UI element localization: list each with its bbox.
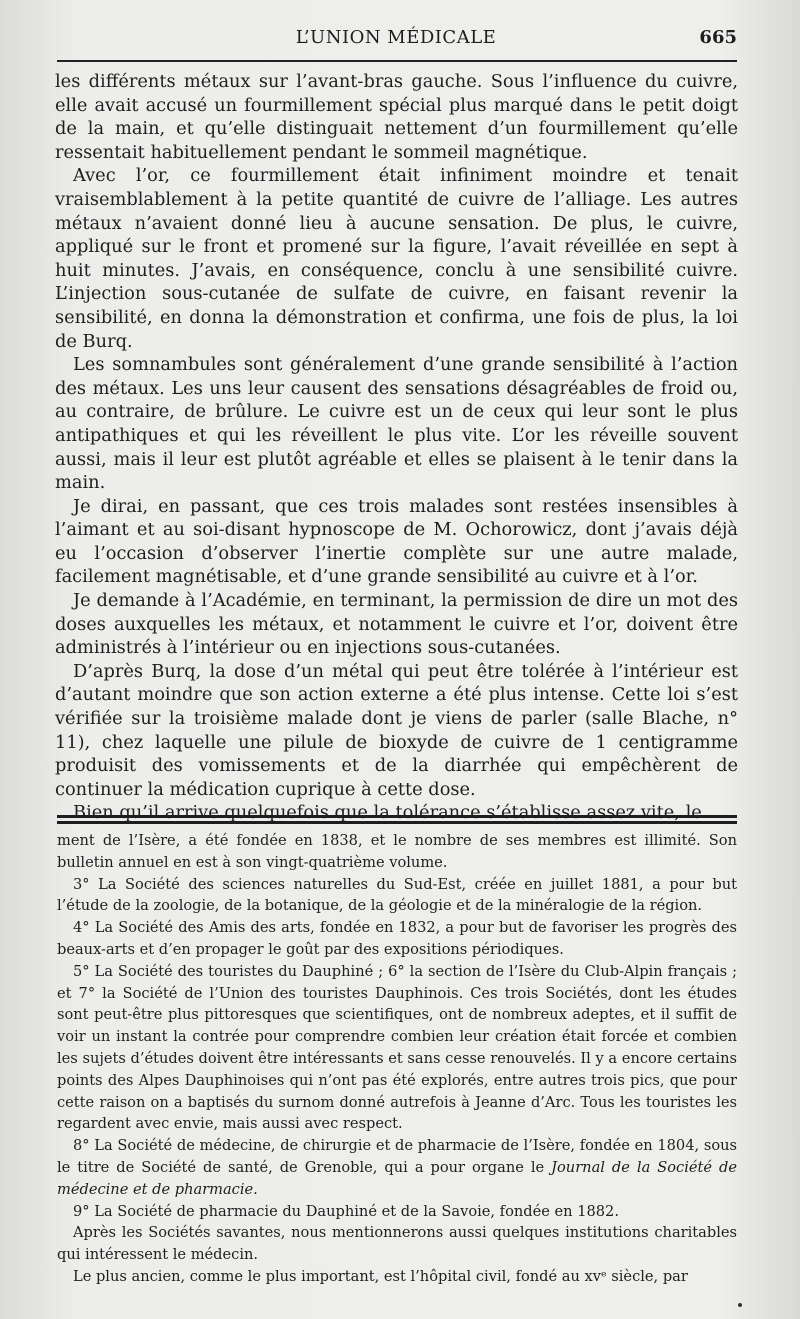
footnote [57,1135,737,1200]
paragraph: Je demande à l’Académie, en terminant, la permission de dire un mot des doses auxquelles les métaux, et notamment le cuivre et l’or, doivent être administrés à l’intérieur ou en injections sous-cutanées. [55,590,738,659]
main-text [55,70,738,825]
paragraph: Les somnambules sont généralement d’une grande sensibilité à l’action des métaux. Les uns leur causent des sensations désagréables de froid ou, au contraire, de brûlure. Le cuivre est un de ceux qui leur sont le plus antipathiques et qui les réveillent le plus vite. L’or les réveille souvent aussi, mais il leur est plutôt agréable et elles se plaisent à le tenir dans la main. [55,354,738,494]
footnote: ment de l’Isère, a été fondée en 1838, et le nombre de ses membres est illimité. Son bulletin annuel en est à son vingt-quatrième volume. [57,832,737,871]
paragraph: les différents métaux sur l’avant-bras gauche. Sous l’influence du cuivre, elle avait accusé un fourmillement spécial plus marqué dans le petit doigt de la main, et qu’elle distinguait nettement d’un fourmillement qu’elle ressentait habituellement pendant le sommeil magnétique. [55,71,738,163]
paragraph: Bien qu’il arrive quelquefois que la tolérance s’établisse assez vite, le [73,802,702,824]
page-number: 665 [699,27,737,48]
paragraph: D’après Burq, la dose d’un métal qui peut être tolérée à l’intérieur est d’autant moindre que son action externe a été plus intense. Cette loi s’est vérifiée sur la troisième malade dont je viens de parler (salle Blache, n° 11), chez laquelle une pilule de bioxyde de cuivre de 1 centigramme produisit des vomissements et de la diarrhée qui empêchèrent de continuer la médication cuprique à cette dose. [55,660,738,800]
footnote-separator [57,815,737,824]
running-title: L’UNION MÉDICALE [295,27,497,48]
footnote: Le plus ancien, comme le plus important, est l’hôpital civil, fondé au xvᵉ siècle, par [73,1267,688,1285]
paragraph: Avec l’or, ce fourmillement était infiniment moindre et tenait vraisemblablement à la petite quantité de cuivre de l’alliage. Les autres métaux n’avaient donné lieu à aucune sensation. De plus, le cuivre, appliqué sur le front et promené sur la figure, l’avait réveillée en sept à huit minutes. J’avais, en conséquence, conclu à une sensibilité cuivre. L’injection sous-cutanée de sulfate de cuivre, en faisant revenir la sensibilité, en donna la démonstration et confirma, une fois de plus, la loi de Burq. [55,165,738,352]
footnote: 5° La Société des touristes du Dauphiné ; 6° la section de l’Isère du Club-Alpin français ; et 7° la Société de l’Union des touristes Dauphinois. Ces trois Sociétés, dont les études sont peut-être plus pittoresques que scientifiques, ont de nombreux adeptes, et il suffit de voir un instant la contrée pour comprendre combien leur création était forcée et combien les sujets d’études doivent être intéressants et sans cesse renouvelés. Il y a encore certains points des Alpes Dauphinoises qui n’ont pas été explorés, entre autres trois pics, que pour cette raison on a baptisés du surnom donné autrefois à Jeanne d’Arc. Tous les touristes les regardent avec envie, mais aussi avec respect. [57,962,737,1133]
header-rule [57,60,737,62]
paragraph: Je dirai, en passant, que ces trois malades sont restées insensibles à l’aimant et au soi-disant hypnoscope de M. Ochorowicz, dont j’avais déjà eu l’occasion d’observer l’inertie complète sur une autre malade, facilement magnétisable, et d’une grande sensibilité au cuivre et à l’or. [55,495,738,588]
footnotes [57,830,737,1288]
footnote: 4° La Société des Amis des arts, fondée en 1832, a pour but de favoriser les progrès des beaux-arts et d’en propager le goût par des expositions périodiques. [57,919,737,958]
footnote: 9° La Société de pharmacie du Dauphiné et de la Savoie, fondée en 1882. [73,1202,619,1220]
ink-dot [738,1303,742,1307]
journal-title: Journal de la Société de médecine et de pharmacie. [57,1158,737,1198]
running-header [55,27,737,57]
footnote-text: 8° La Société de médecine, de chirurgie et de pharmacie de l’Isère, fondée en 1804, sous le titre de Société de santé, de Grenoble, qui a pour organe le [57,1137,737,1176]
footnote: 3° La Société des sciences naturelles du Sud-Est, créée en juillet 1881, a pour but l’étude de la zoologie, de la botanique, de la géologie et de la minéralogie de la région. [57,875,737,915]
footnote: Après les Sociétés savantes, nous mentionnerons aussi quelques institutions charitables qui intéressent le médecin. [57,1224,737,1264]
